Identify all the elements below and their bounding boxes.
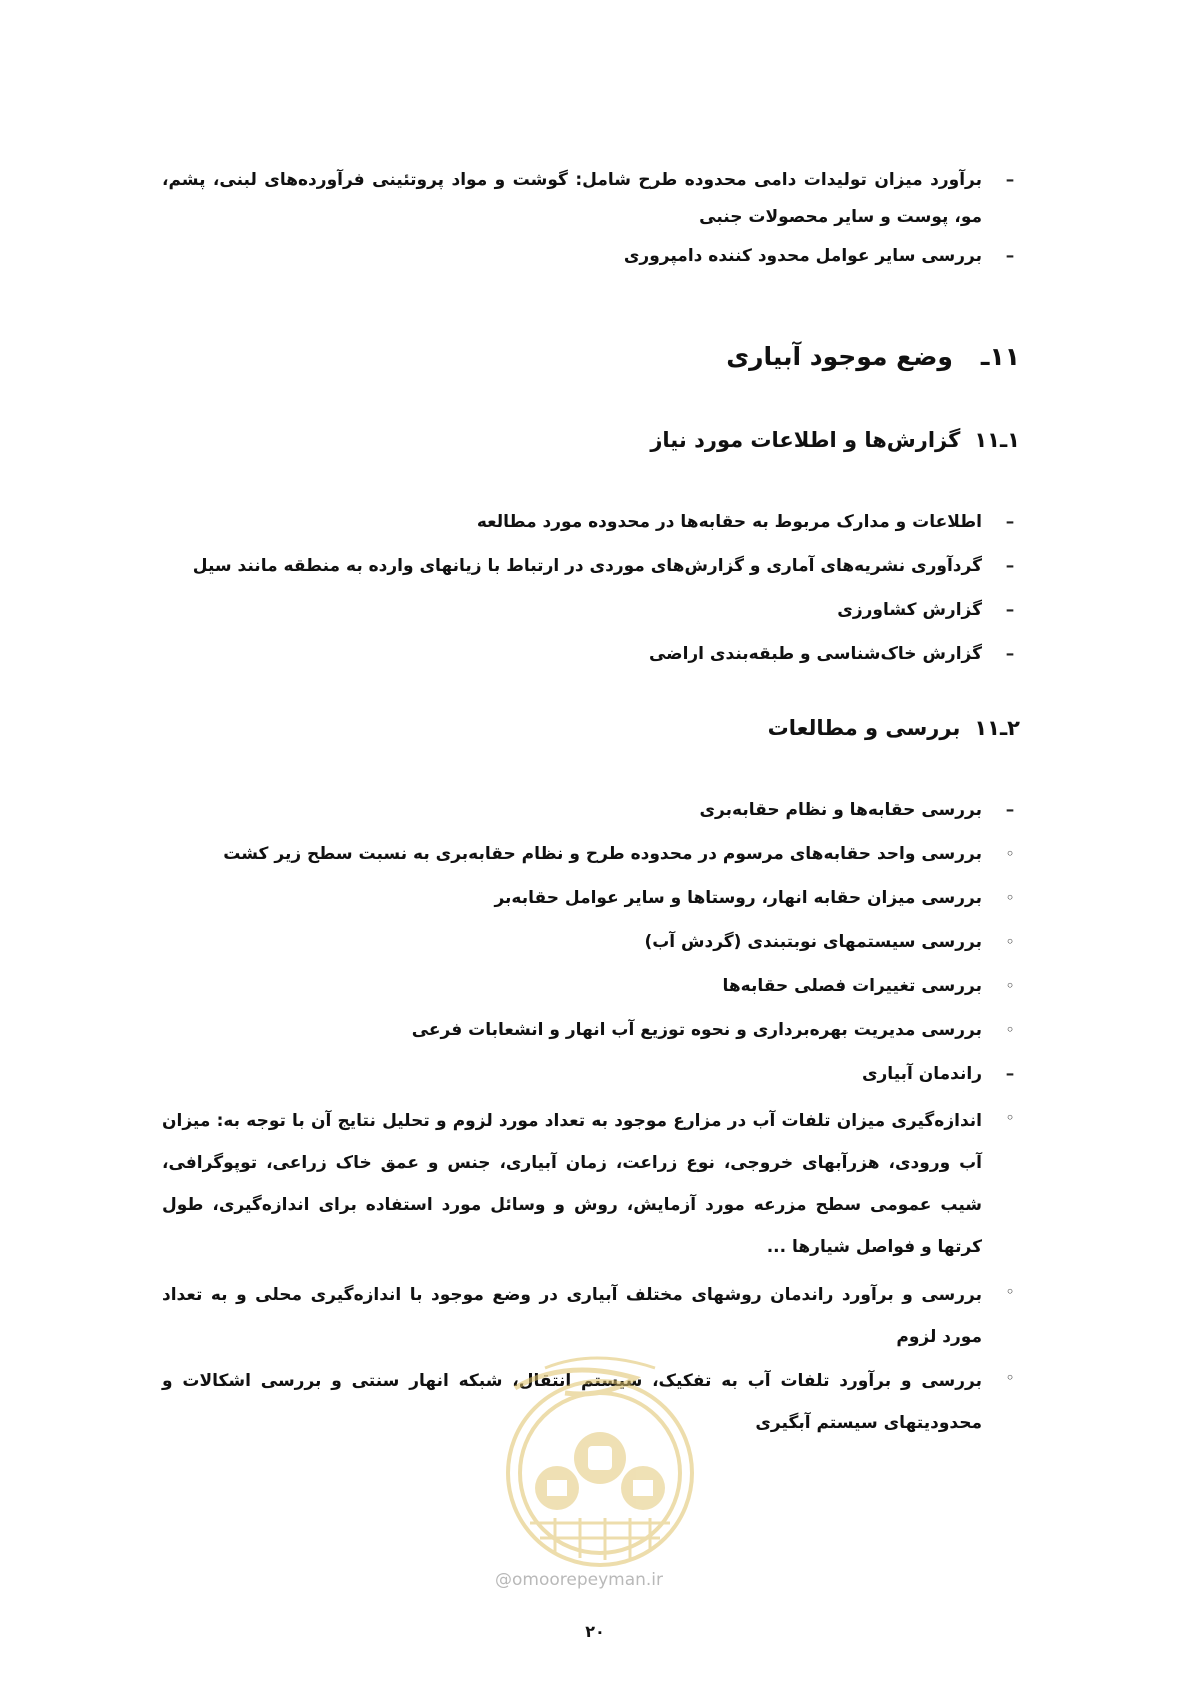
bullet-text: بررسی و برآورد تلفات آب به تفکیک، سیستم انتقال، شبکه انهار سنتی و بررسی اشکالات و محدودیتهای سیستم آبگیری bbox=[162, 1371, 982, 1433]
bullet-dash: – bbox=[1005, 512, 1015, 532]
bullet-dash: – bbox=[1005, 246, 1015, 266]
bullet-dash: – bbox=[1005, 1064, 1015, 1084]
subsection-title: بررسی و مطالعات bbox=[767, 716, 961, 740]
subsection-number: ۲ـ۱۱ bbox=[974, 716, 1020, 740]
bullet-text: گزارش کشاورزی bbox=[837, 600, 982, 620]
subsection-number: ۱ـ۱۱ bbox=[974, 428, 1020, 452]
subsection-heading bbox=[768, 716, 1020, 740]
bullet-dash: – bbox=[1005, 800, 1015, 820]
bullet-dash: – bbox=[1005, 556, 1015, 576]
page-number: ۲۰ bbox=[585, 1622, 605, 1641]
bullet-text: برآورد میزان تولیدات دامی محدوده طرح شامل: گوشت و مواد پروتئینی فرآورده‌های لبنی، پشم، مو، پوست و سایر محصولات جنبی bbox=[162, 170, 982, 227]
bullet-text: راندمان آبیاری bbox=[861, 1064, 982, 1084]
bullet-circle: ◦ bbox=[1005, 891, 1015, 906]
bullet-text: اطلاعات و مدارک مربوط به حقابه‌ها در محدوده مورد مطالعه bbox=[476, 512, 982, 532]
subsection-heading bbox=[650, 428, 1020, 452]
subsection-title: گزارش‌ها و اطلاعات مورد نیاز bbox=[650, 428, 961, 452]
bullet-circle: ◦ bbox=[1005, 847, 1015, 862]
bullet-dash: – bbox=[1005, 170, 1015, 190]
seal-logo-icon bbox=[485, 1348, 715, 1578]
bullet-text: بررسی واحد حقابه‌های مرسوم در محدوده طرح و نظام حقابه‌بری به نسبت سطح زیر کشت bbox=[223, 844, 982, 864]
bullet-dash: – bbox=[1005, 600, 1015, 620]
bullet-dash: – bbox=[1005, 644, 1015, 664]
bullet-circle: ◦ bbox=[1005, 1023, 1015, 1038]
at-icon: @ bbox=[495, 1570, 512, 1590]
bullet-circle: ◦ bbox=[1005, 1111, 1015, 1126]
bullet-text: بررسی میزان حقابه انهار، روستاها و سایر عوامل حقابه‌بر bbox=[494, 888, 982, 908]
bullet-text: بررسی سیستمهای نوبتبندی (گردش آب) bbox=[644, 932, 982, 952]
bullet-text: بررسی تغییرات فصلی حقابه‌ها bbox=[722, 976, 982, 996]
bullet-text: گزارش خاک‌شناسی و طبقه‌بندی اراضی bbox=[648, 644, 982, 664]
bullet-circle: ◦ bbox=[1005, 979, 1015, 994]
bullet-circle: ◦ bbox=[1005, 1285, 1015, 1300]
bullet-circle: ◦ bbox=[1005, 1371, 1015, 1386]
bullet-text: گردآوری نشریه‌های آماری و گزارش‌های موردی در ارتباط با زیانهای وارده به منطقه مانند سیل bbox=[192, 556, 982, 576]
bullet-text: بررسی مدیریت بهره‌برداری و نحوه توزیع آب انهار و انشعابات فرعی bbox=[411, 1020, 982, 1040]
bullet-text: بررسی و برآورد راندمان روشهای مختلف آبیاری در وضع موجود با اندازه‌گیری محلی و به تعداد مورد لزوم bbox=[162, 1285, 982, 1347]
bullet-text: بررسی حقابه‌ها و نظام حقابه‌بری bbox=[699, 800, 982, 820]
section-number: ۱۱ـ bbox=[980, 342, 1020, 371]
section-heading bbox=[726, 342, 1020, 371]
watermark-url: @omoorepeyman.ir bbox=[495, 1570, 664, 1590]
bullet-text: اندازه‌گیری میزان تلفات آب در مزارع موجود به تعداد مورد لزوم و تحلیل نتایج آن با توجه به: میزان آب ورودی، هزرآبهای خروجی، نوع زراعت، زمان آبیاری، جنس و عمق خاک زراعی، توپوگرافی، شیب عمومی سطح مزرعه مورد آزمایش، روش و وسائل مورد استفاده برای اندازه‌گیری، طول کرتها و فواصل شیارها ... bbox=[162, 1111, 982, 1257]
bullet-text: بررسی سایر عوامل محدود کننده دامپروری bbox=[623, 246, 982, 266]
section-title: وضع موجود آبیاری bbox=[726, 342, 953, 371]
bullet-circle: ◦ bbox=[1005, 935, 1015, 950]
